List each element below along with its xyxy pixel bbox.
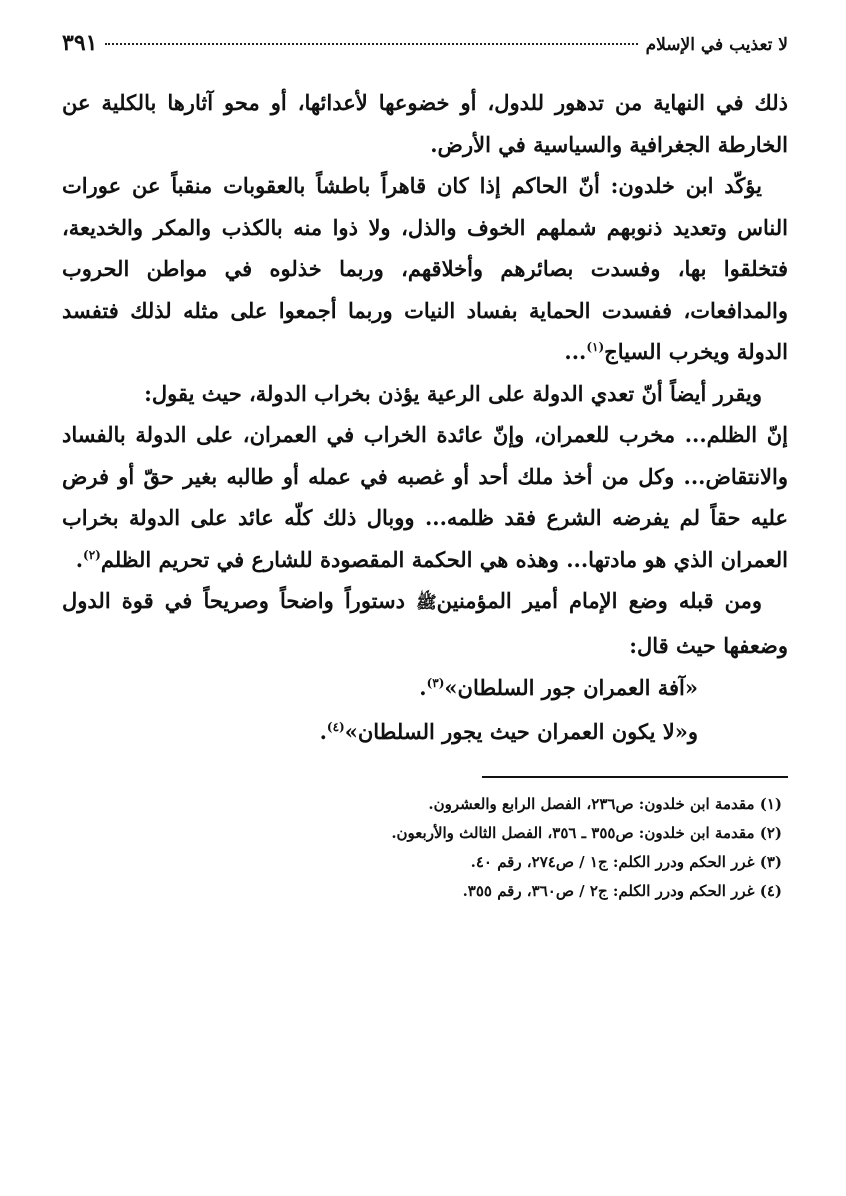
quote-2-text: و«لا يكون العمران حيث يجور السلطان» [344,719,698,744]
footnote-ref-2[interactable]: (٢) [83,547,101,562]
paragraph-1-text: ذلك في النهاية من تدهور للدول، أو خضوعها لأعدائها، أو محو آثارها بالكلية عن الخارطة الجغرافية والسياسية في الأرض. [62,90,788,157]
paragraph-4-tail: . [75,546,84,572]
page-body [62,82,788,754]
footnote-1: (١) مقدمة ابن خلدون: ص٢٣٦، الفصل الرابع والعشرون. [428,795,782,813]
footnotes [62,790,788,906]
header-leader-dots [105,43,637,45]
paragraph-5 [62,580,788,666]
quote-1-text: «آفة العمران جور السلطان» [444,675,698,700]
paragraph-5-text: ومن قبله وضع الإمام أمير المؤمنينﷺ دستوراً واضحاً وصريحاً في قوة الدول وضعفها حيث قال: [62,588,788,658]
quote-2 [62,710,788,754]
footnote-ref-3[interactable]: (٣) [426,676,445,690]
footnote-ref-4[interactable]: (٤) [326,720,345,734]
paragraph-4-text: إنّ الظلم... مخرب للعمران، وإنّ عائدة الخراب في العمران، على الدولة بالفساد والانتقاض... وكل من أخذ ملك أحد أو غصبه في عمله أو طالبه بغير حقّ أو فرض عليه حقاً لم يفرضه الشرع فقد ظلمه... ووبال ذلك كلّه عائد على الدولة بخراب العمران الذي هو مادتها... وهذه هي الحكمة المقصودة للشارع في تحريم الظلم [62,422,788,572]
footnote-3: (٣) غرر الحكم ودرر الكلم: ج١ / ص٢٧٤، رقم ٤٠. [470,853,782,871]
paragraph-2-text: يؤكّد ابن خلدون: أنّ الحاكم إذا كان قاهراً باطشاً بالعقوبات منقباً عن عورات الناس وتعديد ذنوبهم شملهم الخوف والذل، ولا ذوا منه بالكذب والمكر والخديعة، فتخلقوا بها، وفسدت بصائرهم وأخلاقهم، وربما خذلوه في مواطن الحروب والمدافعات، ففسدت الحماية بفساد النيات وربما أجمعوا على مثله لذلك فتفسد الدولة ويخرب السياج [62,173,788,364]
paragraph-2-tail: ... [564,339,587,364]
quote-1 [62,666,788,710]
paragraph-2 [62,165,788,373]
footnote-separator [482,776,788,778]
page-number: ٣٩١ [62,30,98,56]
running-header [62,30,788,70]
book-page [62,30,788,1170]
paragraph-3 [62,373,788,415]
footnote-2: (٢) مقدمة ابن خلدون: ص٣٥٥ ـ ٣٥٦، الفصل الثالث والأربعون. [391,824,782,842]
quote-2-tail: . [319,719,327,744]
paragraph-4-quotation [62,414,788,580]
paragraph-1 [62,82,788,165]
honorific-glyph: ﷺ [416,593,437,613]
quote-1-tail: . [419,675,427,700]
running-title: لا تعذيب في الإسلام [645,35,788,55]
footnote-4: (٤) غرر الحكم ودرر الكلم: ج٢ / ص٣٦٠، رقم ٣٥٥. [462,882,782,900]
paragraph-3-text: ويقرر أيضاً أنّ تعدي الدولة على الرعية يؤذن بخراب الدولة، حيث يقول: [144,380,762,406]
footnote-ref-1[interactable]: (١) [586,340,605,354]
